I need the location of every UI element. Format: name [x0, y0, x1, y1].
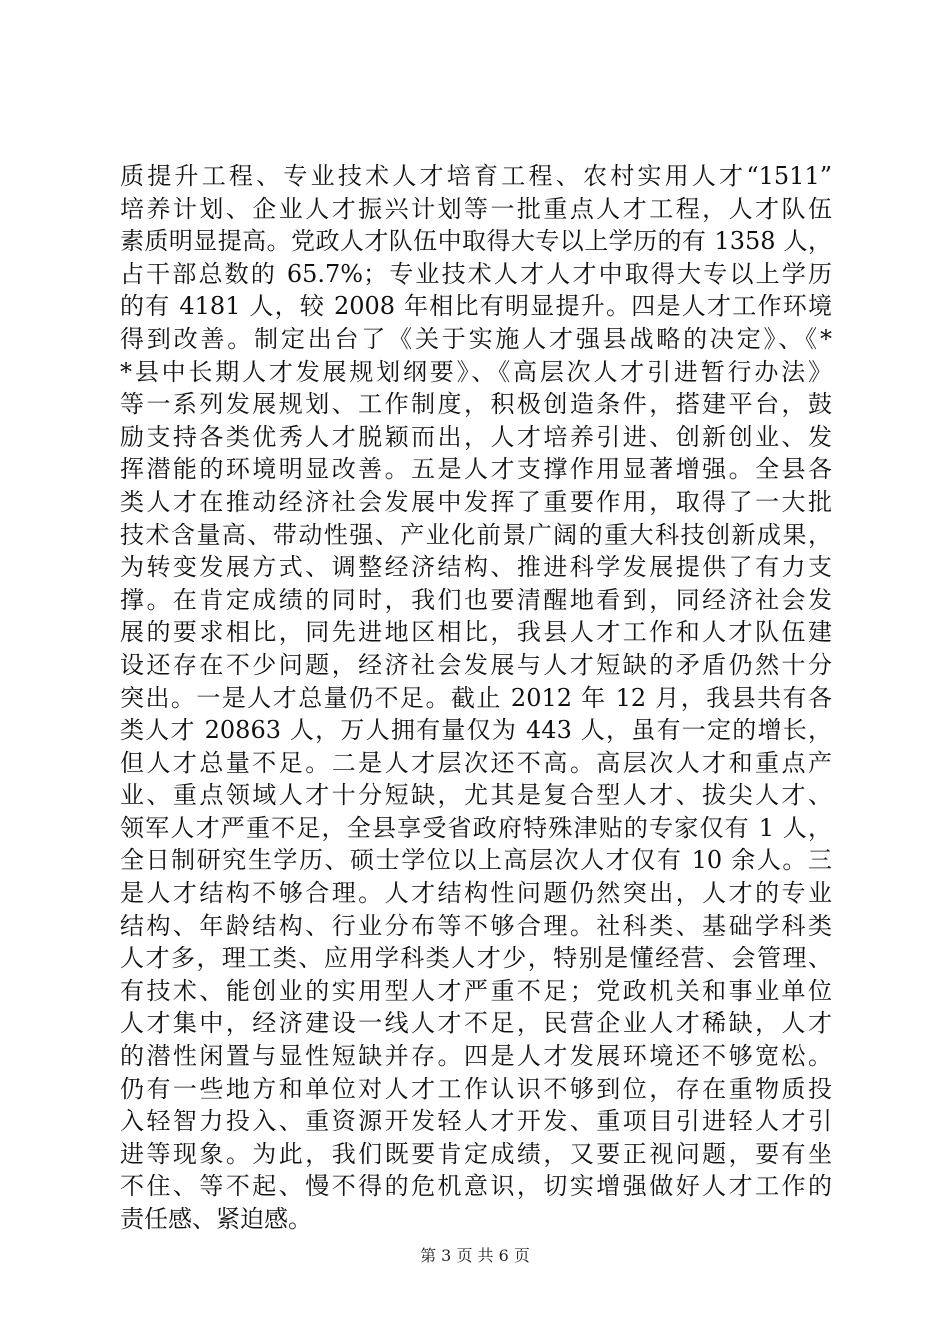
- text-line: 等一系列发展规划、工作制度，积极创造条件，搭建平台，鼓: [120, 390, 832, 419]
- text-line: 挥潜能的环境明显改善。五是人才支撑作用显著增强。全县各: [120, 455, 832, 484]
- text-line: 突出。一是人才总量仍不足。截止 2012 年 12 月，我县共有各: [120, 683, 832, 712]
- text-line: 励支持各类优秀人才脱颖而出，人才培养引进、创新创业、发: [120, 422, 832, 451]
- body-text: [120, 160, 832, 1236]
- text-line: 责任感、紧迫感。: [120, 1205, 312, 1233]
- text-line: 撑。在肯定成绩的同时，我们也要清醒地看到，同经济社会发: [120, 585, 832, 614]
- text-line: 业、重点领域人才十分短缺，尤其是复合型人才、拔尖人才、: [120, 781, 832, 810]
- text-line: 素质明显提高。党政人才队伍中取得大专以上学历的有 1358 人，: [120, 227, 832, 256]
- text-line: 入轻智力投入、重资源开发轻人才开发、重项目引进轻人才引: [120, 1107, 832, 1136]
- text-line: 占干部总数的 65.7%；专业技术人才人才中取得大专以上学历: [120, 259, 832, 288]
- text-line: 全日制研究生学历、硕士学位以上高层次人才仅有 10 余人。三: [120, 846, 832, 875]
- text-line: 得到改善。制定出台了《关于实施人才强县战略的决定》、《*: [120, 324, 832, 353]
- text-line: 类人才在推动经济社会发展中发挥了重要作用，取得了一大批: [120, 487, 832, 516]
- text-line: 为转变发展方式、调整经济结构、推进科学发展提供了有力支: [120, 553, 832, 582]
- text-line: 有技术、能创业的实用型人才严重不足；党政机关和事业单位: [120, 976, 832, 1005]
- text-line: 进等现象。为此，我们既要肯定成绩，又要正视问题，要有坐: [120, 1139, 832, 1168]
- text-line: 的潜性闲置与显性短缺并存。四是人才发展环境还不够宽松。: [120, 1042, 832, 1071]
- text-line: *县中长期人才发展规划纲要》、《高层次人才引进暂行办法》: [120, 357, 832, 386]
- text-line: 人才多，理工类、应用学科类人才少，特别是懂经营、会管理、: [120, 944, 832, 973]
- text-line: 但人才总量不足。二是人才层次还不高。高层次人才和重点产: [120, 748, 832, 777]
- text-line: 结构、年龄结构、行业分布等不够合理。社科类、基础学科类: [120, 911, 832, 940]
- text-line: 不住、等不起、慢不得的危机意识，切实增强做好人才工作的: [120, 1172, 832, 1201]
- text-line: 仍有一些地方和单位对人才工作认识不够到位，存在重物质投: [120, 1074, 832, 1103]
- text-line: 展的要求相比，同先进地区相比，我县人才工作和人才队伍建: [120, 618, 832, 647]
- text-line: 的有 4181 人，较 2008 年相比有明显提升。四是人才工作环境: [120, 292, 832, 321]
- text-line: 设还存在不少问题，经济社会发展与人才短缺的矛盾仍然十分: [120, 650, 832, 679]
- page-footer: 第 3 页 共 6 页: [420, 1246, 530, 1265]
- text-line: 类人才 20863 人，万人拥有量仅为 443 人，虽有一定的增长，: [120, 716, 832, 745]
- text-line: 人才集中，经济建设一线人才不足，民营企业人才稀缺，人才: [120, 1009, 832, 1038]
- text-line: 领军人才严重不足，全县享受省政府特殊津贴的专家仅有 1 人，: [120, 813, 832, 842]
- text-line: 是人才结构不够合理。人才结构性问题仍然突出，人才的专业: [120, 879, 832, 908]
- text-line: 培养计划、企业人才振兴计划等一批重点人才工程，人才队伍: [120, 194, 832, 223]
- text-line: 技术含量高、带动性强、产业化前景广阔的重大科技创新成果，: [120, 520, 832, 549]
- text-line: 质提升工程、专业技术人才培育工程、农村实用人才“1511”: [120, 162, 832, 190]
